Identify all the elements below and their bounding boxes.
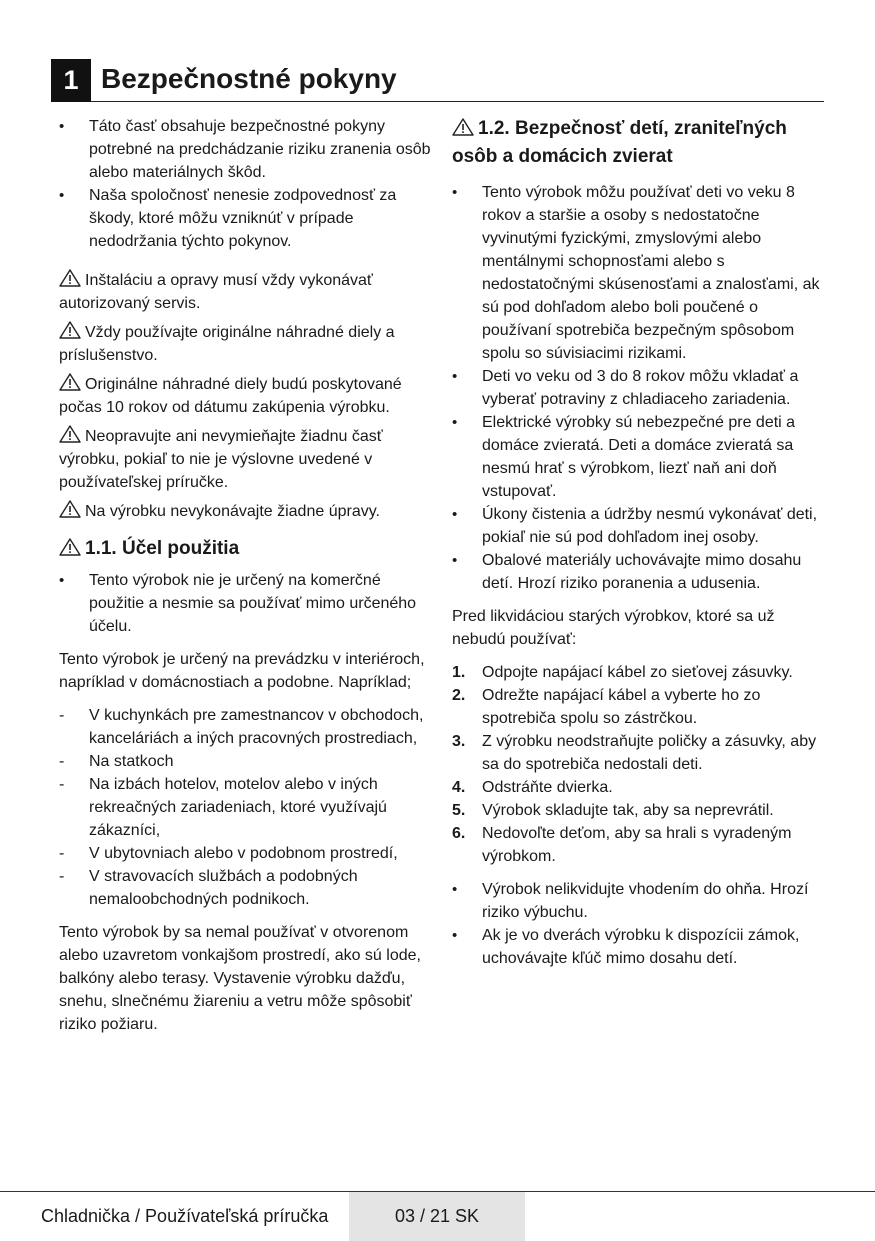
list-item: • Úkony čistenia a údržby nesmú vykonávať deti, pokiaľ nie sú pod dohľadom inej osoby.	[452, 503, 824, 549]
list-item: • Deti vo veku od 3 do 8 rokov môžu vkladať a vyberať potraviny z chladiaceho zariadenia.	[452, 365, 824, 411]
warning-triangle-icon	[59, 425, 81, 443]
dash-marker: -	[59, 707, 65, 724]
paragraph: Pred likvidáciou starých výrobkov, ktoré sa už nebudú používať:	[452, 608, 775, 648]
page-number: 03 / 21 SK	[349, 1192, 525, 1241]
list-item: 3. Z výrobku neodstraňujte poličky a zásuvky, aby sa do spotrebiča nedostali deti.	[452, 730, 824, 776]
bullet-marker: •	[59, 118, 65, 135]
list-item: • Tento výrobok nie je určený na komerčné použitie a nesmie sa používať mimo určeného účelu.	[59, 569, 431, 638]
list-item: 6. Nedovoľte deťom, aby sa hrali s vyradeným výrobkom.	[452, 822, 824, 868]
warning-triangle-icon	[59, 269, 81, 287]
bullet-marker: •	[452, 414, 458, 431]
step-number: 2.	[452, 687, 466, 704]
step-number: 4.	[452, 779, 466, 796]
list-item: • Ak je vo dverách výrobku k dispozícii zámok, uchovávajte kľúč mimo dosahu detí.	[452, 924, 824, 970]
bullet-marker: •	[452, 881, 458, 898]
list-item: - V ubytovniach alebo v podobnom prostredí,	[59, 842, 431, 865]
dash-marker: -	[59, 776, 65, 793]
step-number: 3.	[452, 733, 466, 750]
section-heading-1-1: 1.1. Účel použitia	[59, 535, 431, 563]
left-column	[59, 115, 431, 1036]
bullet-marker: •	[59, 187, 65, 204]
warning-note: Inštaláciu a opravy musí vždy vykonávať autorizovaný servis.	[59, 269, 431, 315]
warning-triangle-icon	[452, 118, 474, 136]
list-item: 5. Výrobok skladujte tak, aby sa neprevrátil.	[452, 799, 824, 822]
bullet-marker: •	[452, 368, 458, 385]
warning-triangle-icon	[59, 373, 81, 391]
section-heading-1-2: 1.2. Bezpečnosť detí, zraniteľných osôb a domácich zvierat	[452, 118, 787, 167]
list-item: - Na izbách hotelov, motelov alebo v iných rekreačných zariadeniach, ktoré využívajú zákazníci,	[59, 773, 431, 842]
warning-note: Vždy používajte originálne náhradné diely a príslušenstvo.	[59, 321, 431, 367]
step-number: 5.	[452, 802, 466, 819]
paragraph: Tento výrobok je určený na prevádzku v interiéroch, napríklad v domácnostiach a podobne. Napríklad;	[59, 651, 425, 691]
list-item: - Na statkoch	[59, 750, 431, 773]
dash-marker: -	[59, 868, 65, 885]
list-item: • Tento výrobok môžu používať deti vo veku 8 rokov a staršie a osoby s nedostatočne vyvinutými fyzickými, zmyslovými alebo mentálnymi schopnosťami alebo s nedostatočnými skúsenosťami a znalosťami, ak sú pod dohľadom alebo boli poučené o používaní spotrebiča bezpečným spôsobom spolu so súvisiacimi rizikami.	[452, 181, 824, 365]
bullet-marker: •	[59, 572, 65, 589]
dash-marker: -	[59, 753, 65, 770]
warning-note: Neopravujte ani nevymieňajte žiadnu časť výrobku, pokiaľ to nie je výslovne uvedené v používateľskej príručke.	[59, 425, 431, 494]
bullet-marker: •	[452, 506, 458, 523]
dash-marker: -	[59, 845, 65, 862]
list-item: • Výrobok nelikvidujte vhodením do ohňa. Hrozí riziko výbuchu.	[452, 878, 824, 924]
intro-bullet-list	[59, 115, 431, 253]
warning-triangle-icon	[59, 538, 81, 556]
list-item: • Elektrické výrobky sú nebezpečné pre deti a domáce zvieratá. Deti a domáce zvieratá sa nesmú hrať s výrobkom, liezť naň ani doň vstupovať.	[452, 411, 824, 503]
list-item: - V stravovacích službách a podobných nemaloobchodných podnikoch.	[59, 865, 431, 911]
chapter-number: 1	[51, 59, 91, 102]
warning-triangle-icon	[59, 321, 81, 339]
list-item: 2. Odrežte napájací kábel a vyberte ho zo spotrebiča spolu so zástrčkou.	[452, 684, 824, 730]
warning-triangle-icon	[59, 500, 81, 518]
disposal-bullet-list	[452, 878, 824, 970]
list-item: • Naša spoločnosť nenesie zodpovednosť za škody, ktoré môžu vzniknúť v prípade nedodržania týchto pokynov.	[59, 184, 431, 253]
right-column	[452, 115, 824, 970]
step-number: 1.	[452, 664, 466, 681]
warning-note: Originálne náhradné diely budú poskytované počas 10 rokov od dátumu zakúpenia výrobku.	[59, 373, 431, 419]
purpose-bullet-list	[59, 569, 431, 638]
bullet-marker: •	[452, 552, 458, 569]
list-item: 4. Odstráňte dvierka.	[452, 776, 824, 799]
list-item: • Táto časť obsahuje bezpečnostné pokyny potrebné na predchádzanie riziku zranenia osôb alebo materiálnych škôd.	[59, 115, 431, 184]
warning-note: Na výrobku nevykonávajte žiadne úpravy.	[59, 500, 431, 523]
child-safety-bullet-list	[452, 181, 824, 595]
usage-dash-list	[59, 704, 431, 911]
page-header	[51, 59, 824, 102]
paragraph: Tento výrobok by sa nemal používať v otvorenom alebo uzavretom vonkajšom prostredí, ako sú lode, balkóny alebo terasy. Vystavenie výrobku dažďu, snehu, slnečnému žiareniu a vetru môže spôsobiť riziko požiaru.	[59, 924, 421, 1033]
disposal-steps-list	[452, 661, 824, 868]
footer-title: Chladnička / Používateľská príručka	[41, 1206, 329, 1226]
list-item: • Obalové materiály uchovávajte mimo dosahu detí. Hrozí riziko poranenia a udusenia.	[452, 549, 824, 595]
bullet-marker: •	[452, 184, 458, 201]
chapter-title: Bezpečnostné pokyny	[101, 63, 397, 94]
bullet-marker: •	[452, 927, 458, 944]
list-item: - V kuchynkách pre zamestnancov v obchodoch, kanceláriách a iných pracovných prostrediach,	[59, 704, 431, 750]
list-item: 1. Odpojte napájací kábel zo sieťovej zásuvky.	[452, 661, 824, 684]
step-number: 6.	[452, 825, 466, 842]
